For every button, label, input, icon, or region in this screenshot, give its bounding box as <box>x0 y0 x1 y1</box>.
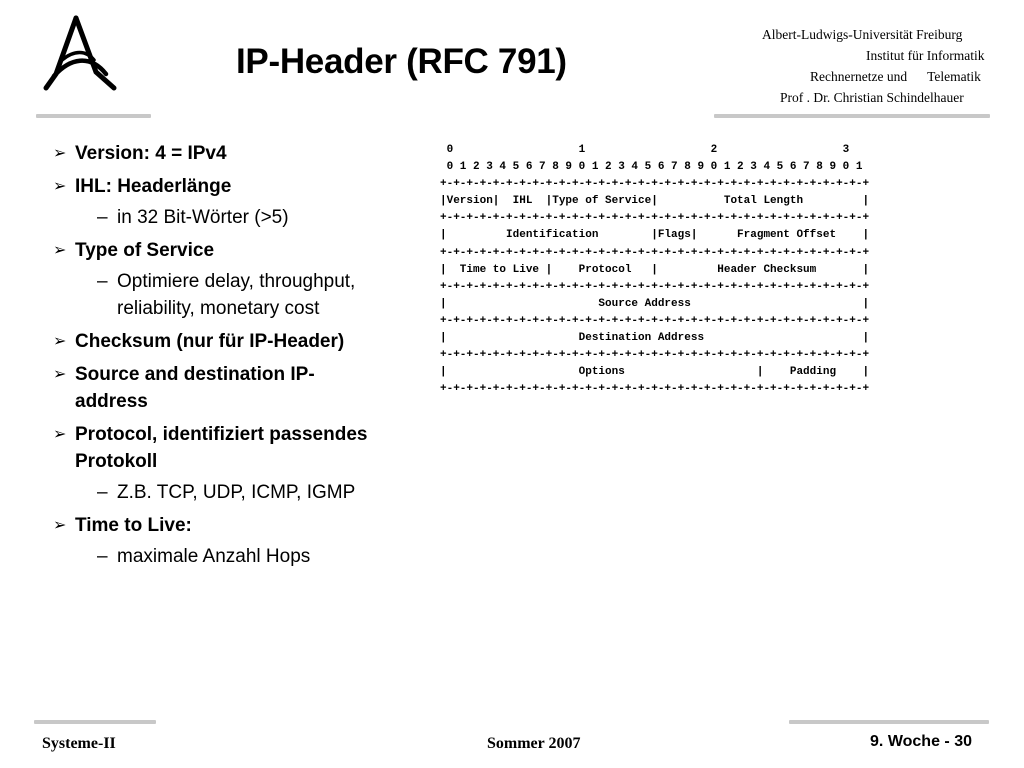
institution-line: Prof . Dr. Christian Schindelhauer <box>780 90 964 105</box>
bullet-text: IHL: Headerlänge <box>75 176 232 197</box>
sub-bullet-item <box>53 204 383 231</box>
divider-bottom-left <box>34 720 156 724</box>
bullet-list <box>53 134 383 570</box>
sub-bullet-item <box>53 268 383 322</box>
footer-course: Systeme-II <box>42 735 116 752</box>
bullet-item <box>53 512 383 539</box>
bullet-item <box>53 140 383 167</box>
institution-line: Albert-Ludwigs-Universität Freiburg <box>762 27 963 42</box>
bullet-item <box>53 328 383 355</box>
page-title: IP-Header (RFC 791) <box>236 42 567 81</box>
dash-bullet-icon: – <box>97 482 108 503</box>
university-logo-icon <box>40 14 122 94</box>
institution-block <box>688 24 988 108</box>
arrow-bullet-icon: ➢ <box>53 242 67 259</box>
arrow-bullet-icon: ➢ <box>53 145 67 162</box>
sub-bullet-item <box>53 543 383 570</box>
bullet-item <box>53 237 383 264</box>
divider-top-left <box>36 114 151 118</box>
dash-bullet-icon: – <box>97 271 108 292</box>
bullet-text: Protocol, identifiziert passendes Protokoll <box>75 424 368 472</box>
bullet-item <box>53 173 383 200</box>
divider-top-right <box>714 114 990 118</box>
sub-bullet-text: Optimiere delay, throughput, reliability, monetary cost <box>117 271 356 319</box>
bullet-text: Source and destination IP-address <box>75 364 315 412</box>
ip-header-diagram: 0 1 2 3 0 1 2 3 4 5 6 7 8 9 0 1 2 3 4 5 6 7 8 9 0 1 2 3 4 5 6 7 8 9 0 1 +-+-+-+-+-+-+-+-+-+-+-+-+-+-+-+-+-+-+-+-+-+-+-+-+-+-+-+-+-+-+-+-+ |Version| IHL |Type of Service| Total Length | +-+-+-+-+-+-+-+-+-+-+-+-+-+-+-+-+-+-+-+-+-+-+-+-+-+-+-+-+-+-+-+-+ | Identification |Flags| Fragment Offset | +-+-+-+-+-+-+-+-+-+-+-+-+-+-+-+-+-+-+-+-+-+-+-+-+-+-+-+-+-+-+-+-+ | Time to Live | Protocol | Header Checksum | +-+-+-+-+-+-+-+-+-+-+-+-+-+-+-+-+-+-+-+-+-+-+-+-+-+-+-+-+-+-+-+-+ | Source Address | +-+-+-+-+-+-+-+-+-+-+-+-+-+-+-+-+-+-+-+-+-+-+-+-+-+-+-+-+-+-+-+-+ | Destination Address | +-+-+-+-+-+-+-+-+-+-+-+-+-+-+-+-+-+-+-+-+-+-+-+-+-+-+-+-+-+-+-+-+ | Options | Padding | +-+-+-+-+-+-+-+-+-+-+-+-+-+-+-+-+-+-+-+-+-+-+-+-+-+-+-+-+-+-+-+-+ <box>440 144 870 396</box>
institution-line: Rechnernetze und Telematik <box>810 69 981 84</box>
bullet-text: Version: 4 = IPv4 <box>75 143 227 164</box>
sub-bullet-text: in 32 Bit-Wörter (>5) <box>117 207 289 228</box>
arrow-bullet-icon: ➢ <box>53 178 67 195</box>
sub-bullet-text: Z.B. TCP, UDP, ICMP, IGMP <box>117 482 356 503</box>
bullet-text: Time to Live: <box>75 515 192 536</box>
arrow-bullet-icon: ➢ <box>53 366 67 383</box>
bullet-item <box>53 421 383 475</box>
bullet-text: Type of Service <box>75 240 215 261</box>
arrow-bullet-icon: ➢ <box>53 426 67 443</box>
sub-bullet-item <box>53 479 383 506</box>
dash-bullet-icon: – <box>97 207 108 228</box>
dash-bullet-icon: – <box>97 546 108 567</box>
bullet-text: Checksum (nur für IP-Header) <box>75 331 345 352</box>
bullet-item <box>53 361 383 415</box>
footer-term: Sommer 2007 <box>487 735 581 752</box>
footer-page-number: 9. Woche - 30 <box>870 733 972 750</box>
arrow-bullet-icon: ➢ <box>53 517 67 534</box>
institution-line: Institut für Informatik <box>866 48 985 63</box>
divider-bottom-right <box>789 720 989 724</box>
arrow-bullet-icon: ➢ <box>53 333 67 350</box>
sub-bullet-text: maximale Anzahl Hops <box>117 546 311 567</box>
